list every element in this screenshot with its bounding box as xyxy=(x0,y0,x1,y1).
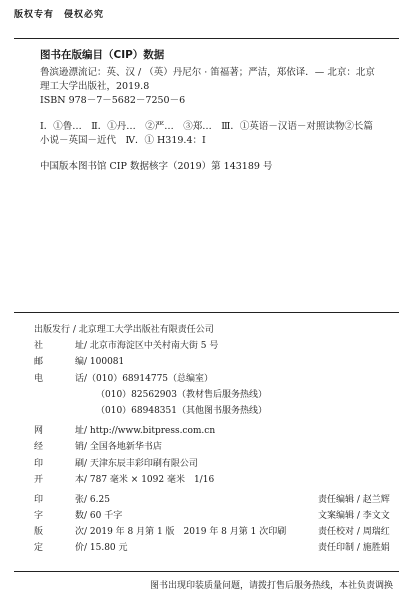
copy-editor: 文案编辑 / 李文文 xyxy=(318,511,390,522)
phone-value-3: （010）68948351（其他图书服务热线） xyxy=(96,405,267,416)
edition-value: / 2019 年 8 月第 1 版 2019 年 8 月第 1 次印刷 xyxy=(84,527,287,538)
distributor-value: / 全国各地新华书店 xyxy=(84,442,162,453)
format-value: / 787 毫米 × 1092 毫米 1/16 xyxy=(84,474,215,485)
top-divider xyxy=(14,38,399,39)
cip-record-number: 中国版本图书馆 CIP 数据核字（2019）第 143189 号 xyxy=(40,161,273,172)
printer-value: / 天津东辰丰彩印刷有限公司 xyxy=(84,458,198,469)
distributor-label: 经 销 xyxy=(34,442,84,453)
address-value: / 北京市海淀区中关村南大街 5 号 xyxy=(84,341,219,352)
cip-block xyxy=(40,66,375,174)
format-label: 开 本 xyxy=(34,474,84,485)
distributor-row xyxy=(34,439,404,455)
phone-row xyxy=(34,371,404,387)
website-row xyxy=(34,423,404,439)
printer-row xyxy=(34,456,404,472)
sheets-row xyxy=(34,492,404,508)
sheets-label: 印 张 xyxy=(34,494,84,505)
bottom-divider xyxy=(14,571,399,572)
words-label: 字 数 xyxy=(34,511,84,522)
price-value: / 15.80 元 xyxy=(84,543,128,554)
postcode-row xyxy=(34,354,404,370)
address-label: 社 址 xyxy=(34,341,84,352)
website-label: 网 址 xyxy=(34,426,84,437)
price-row xyxy=(34,540,404,556)
proofreader: 责任校对 / 周瑞红 xyxy=(318,527,390,538)
publisher-text: 出版发行 / 北京理工大学出版社有限责任公司 xyxy=(34,325,214,335)
cip-line-2: 理工大学出版社，2019.8 xyxy=(40,81,150,92)
phone-value-1: /（010）68914775（总编室） xyxy=(84,373,214,384)
cip-isbn: ISBN 978－7－5682－7250－6 xyxy=(40,95,186,106)
phone-row-2 xyxy=(34,387,404,403)
phone-row-3 xyxy=(34,403,404,419)
cip-classification: Ⅰ．①鲁… Ⅱ．①丹… ②严… ③郑… Ⅲ．①英语－汉语－对照读物②长篇小说－英国－近代 Ⅳ．① H319.4：Ⅰ xyxy=(40,121,373,146)
copyright-note: 版权专有 侵权必究 xyxy=(14,10,105,20)
print-supervisor: 责任印制 / 施胜娟 xyxy=(318,543,390,554)
price-label: 定 价 xyxy=(34,543,84,554)
printer-label: 印 刷 xyxy=(34,458,84,469)
postcode-label: 邮 编 xyxy=(34,357,84,368)
words-value: / 60 千字 xyxy=(84,511,123,522)
publication-info xyxy=(34,322,404,557)
middle-divider xyxy=(14,312,399,313)
edition-row xyxy=(34,524,404,540)
cip-title: 图书在版编目（CIP）数据 xyxy=(40,49,165,61)
phone-label: 电 话 xyxy=(34,373,84,384)
words-row xyxy=(34,508,404,524)
cip-line-1: 鲁滨逊漂流记：英、汉 / （英）丹尼尔 · 笛福著；严洁，郑依译．— 北京：北京 xyxy=(40,67,375,78)
phone-value-2: （010）82562903（教材售后服务热线） xyxy=(96,389,267,400)
format-row xyxy=(34,472,404,488)
quality-notice: 图书出现印装质量问题，请拨打售后服务热线，本社负责调换 xyxy=(149,581,393,591)
website-value: / http://www.bitpress.com.cn xyxy=(84,426,216,437)
publisher-row xyxy=(34,322,404,338)
responsible-editor: 责任编辑 / 赵兰辉 xyxy=(318,494,390,505)
address-row xyxy=(34,338,404,354)
sheets-value: / 6.25 xyxy=(84,494,110,505)
edition-label: 版 次 xyxy=(34,527,84,538)
postcode-value: / 100081 xyxy=(84,357,125,368)
